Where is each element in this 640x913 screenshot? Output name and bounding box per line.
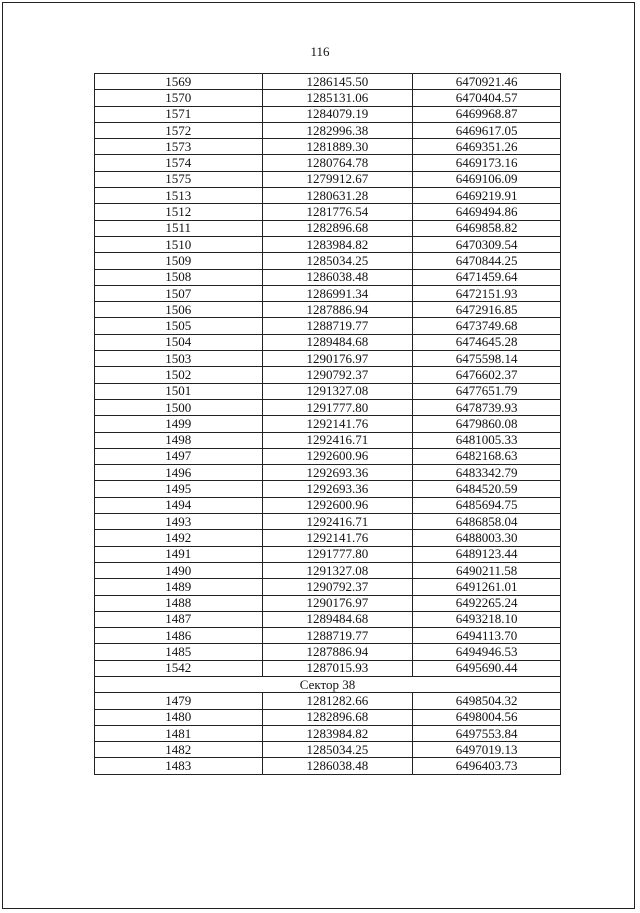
table-row [95,562,561,578]
x-coordinate-cell: 1282896.68 [262,220,413,236]
x-coordinate-cell: 1283984.82 [262,236,413,252]
x-coordinate-cell: 1287886.94 [262,644,413,660]
point-number-cell: 1501 [95,383,263,399]
point-number-cell: 1542 [95,660,263,676]
table-row [95,481,561,497]
x-coordinate-cell: 1292600.96 [262,448,413,464]
x-coordinate-cell: 1292141.76 [262,530,413,546]
y-coordinate-cell: 6472151.93 [413,285,561,301]
point-number-cell: 1485 [95,644,263,660]
table-row [95,399,561,415]
point-number-cell: 1497 [95,448,263,464]
y-coordinate-cell: 6473749.68 [413,318,561,334]
y-coordinate-cell: 6496403.73 [413,758,561,774]
y-coordinate-cell: 6492265.24 [413,595,561,611]
x-coordinate-cell: 1282996.38 [262,122,413,138]
x-coordinate-cell: 1289484.68 [262,611,413,627]
point-number-cell: 1489 [95,579,263,595]
table-row [95,253,561,269]
point-number-cell: 1574 [95,155,263,171]
y-coordinate-cell: 6469173.16 [413,155,561,171]
point-number-cell: 1503 [95,351,263,367]
section-row [95,676,561,692]
x-coordinate-cell: 1291777.80 [262,399,413,415]
x-coordinate-cell: 1279912.67 [262,171,413,187]
point-number-cell: 1510 [95,236,263,252]
y-coordinate-cell: 6469351.26 [413,139,561,155]
point-number-cell: 1495 [95,481,263,497]
point-number-cell: 1575 [95,171,263,187]
x-coordinate-cell: 1292693.36 [262,481,413,497]
y-coordinate-cell: 6476602.37 [413,367,561,383]
y-coordinate-cell: 6484520.59 [413,481,561,497]
point-number-cell: 1505 [95,318,263,334]
x-coordinate-cell: 1286991.34 [262,285,413,301]
point-number-cell: 1504 [95,334,263,350]
x-coordinate-cell: 1291327.08 [262,383,413,399]
table-row [95,74,561,90]
x-coordinate-cell: 1284079.19 [262,106,413,122]
x-coordinate-cell: 1286145.50 [262,74,413,90]
table-row [95,660,561,676]
x-coordinate-cell: 1282896.68 [262,709,413,725]
y-coordinate-cell: 6474645.28 [413,334,561,350]
point-number-cell: 1487 [95,611,263,627]
table-row [95,106,561,122]
y-coordinate-cell: 6477651.79 [413,383,561,399]
point-number-cell: 1494 [95,497,263,513]
y-coordinate-cell: 6472916.85 [413,302,561,318]
x-coordinate-cell: 1280764.78 [262,155,413,171]
x-coordinate-cell: 1288719.77 [262,628,413,644]
table-row [95,530,561,546]
table-row [95,139,561,155]
point-number-cell: 1498 [95,432,263,448]
x-coordinate-cell: 1292141.76 [262,416,413,432]
y-coordinate-cell: 6498504.32 [413,693,561,709]
point-number-cell: 1479 [95,693,263,709]
y-coordinate-cell: 6475598.14 [413,351,561,367]
point-number-cell: 1481 [95,725,263,741]
x-coordinate-cell: 1292416.71 [262,432,413,448]
point-number-cell: 1506 [95,302,263,318]
y-coordinate-cell: 6470404.57 [413,90,561,106]
table-row [95,122,561,138]
point-number-cell: 1480 [95,709,263,725]
x-coordinate-cell: 1292416.71 [262,514,413,530]
y-coordinate-cell: 6488003.30 [413,530,561,546]
x-coordinate-cell: 1290792.37 [262,367,413,383]
y-coordinate-cell: 6479860.08 [413,416,561,432]
x-coordinate-cell: 1290176.97 [262,351,413,367]
y-coordinate-cell: 6469617.05 [413,122,561,138]
table-row [95,318,561,334]
table-row [95,90,561,106]
x-coordinate-cell: 1292693.36 [262,465,413,481]
y-coordinate-cell: 6485694.75 [413,497,561,513]
table-row [95,725,561,741]
point-number-cell: 1573 [95,139,263,155]
section-title: Сектор 38 [95,676,561,692]
table-row [95,579,561,595]
y-coordinate-cell: 6470844.25 [413,253,561,269]
coordinates-table [94,73,561,775]
y-coordinate-cell: 6498004.56 [413,709,561,725]
point-number-cell: 1507 [95,285,263,301]
y-coordinate-cell: 6491261.01 [413,579,561,595]
point-number-cell: 1569 [95,74,263,90]
table-row [95,367,561,383]
y-coordinate-cell: 6470309.54 [413,236,561,252]
x-coordinate-cell: 1290176.97 [262,595,413,611]
table-row [95,302,561,318]
y-coordinate-cell: 6494946.53 [413,644,561,660]
point-number-cell: 1572 [95,122,263,138]
table-row [95,448,561,464]
y-coordinate-cell: 6469968.87 [413,106,561,122]
table-row [95,709,561,725]
point-number-cell: 1512 [95,204,263,220]
point-number-cell: 1499 [95,416,263,432]
y-coordinate-cell: 6495690.44 [413,660,561,676]
point-number-cell: 1488 [95,595,263,611]
table-row [95,595,561,611]
y-coordinate-cell: 6469494.86 [413,204,561,220]
point-number-cell: 1491 [95,546,263,562]
y-coordinate-cell: 6490211.58 [413,562,561,578]
coordinates-table-body [95,74,561,775]
point-number-cell: 1490 [95,562,263,578]
point-number-cell: 1509 [95,253,263,269]
x-coordinate-cell: 1280631.28 [262,188,413,204]
x-coordinate-cell: 1285131.06 [262,90,413,106]
point-number-cell: 1508 [95,269,263,285]
table-row [95,514,561,530]
x-coordinate-cell: 1281776.54 [262,204,413,220]
point-number-cell: 1571 [95,106,263,122]
y-coordinate-cell: 6469219.91 [413,188,561,204]
table-row [95,693,561,709]
table-row [95,758,561,774]
table-row [95,383,561,399]
table-row [95,628,561,644]
y-coordinate-cell: 6493218.10 [413,611,561,627]
table-row [95,416,561,432]
point-number-cell: 1492 [95,530,263,546]
table-row [95,285,561,301]
x-coordinate-cell: 1287015.93 [262,660,413,676]
point-number-cell: 1482 [95,742,263,758]
table-row [95,334,561,350]
x-coordinate-cell: 1287886.94 [262,302,413,318]
y-coordinate-cell: 6469106.09 [413,171,561,187]
x-coordinate-cell: 1292600.96 [262,497,413,513]
x-coordinate-cell: 1289484.68 [262,334,413,350]
y-coordinate-cell: 6486858.04 [413,514,561,530]
point-number-cell: 1502 [95,367,263,383]
table-row [95,546,561,562]
table-row [95,269,561,285]
x-coordinate-cell: 1291777.80 [262,546,413,562]
table-row [95,236,561,252]
y-coordinate-cell: 6471459.64 [413,269,561,285]
y-coordinate-cell: 6483342.79 [413,465,561,481]
x-coordinate-cell: 1285034.25 [262,742,413,758]
x-coordinate-cell: 1281889.30 [262,139,413,155]
y-coordinate-cell: 6482168.63 [413,448,561,464]
table-row [95,497,561,513]
x-coordinate-cell: 1290792.37 [262,579,413,595]
table-row [95,220,561,236]
table-row [95,611,561,627]
table-row [95,171,561,187]
point-number-cell: 1496 [95,465,263,481]
table-row [95,155,561,171]
point-number-cell: 1500 [95,399,263,415]
y-coordinate-cell: 6497019.13 [413,742,561,758]
table-row [95,188,561,204]
x-coordinate-cell: 1288719.77 [262,318,413,334]
point-number-cell: 1511 [95,220,263,236]
table-row [95,742,561,758]
x-coordinate-cell: 1286038.48 [262,758,413,774]
y-coordinate-cell: 6470921.46 [413,74,561,90]
point-number-cell: 1486 [95,628,263,644]
x-coordinate-cell: 1281282.66 [262,693,413,709]
table-row [95,204,561,220]
table-row [95,465,561,481]
page-number: 116 [310,44,330,59]
y-coordinate-cell: 6489123.44 [413,546,561,562]
y-coordinate-cell: 6478739.93 [413,399,561,415]
y-coordinate-cell: 6481005.33 [413,432,561,448]
table-row [95,644,561,660]
table-row [95,351,561,367]
point-number-cell: 1483 [95,758,263,774]
table-row [95,432,561,448]
point-number-cell: 1493 [95,514,263,530]
x-coordinate-cell: 1291327.08 [262,562,413,578]
y-coordinate-cell: 6469858.82 [413,220,561,236]
x-coordinate-cell: 1285034.25 [262,253,413,269]
x-coordinate-cell: 1283984.82 [262,725,413,741]
point-number-cell: 1513 [95,188,263,204]
x-coordinate-cell: 1286038.48 [262,269,413,285]
point-number-cell: 1570 [95,90,263,106]
y-coordinate-cell: 6494113.70 [413,628,561,644]
y-coordinate-cell: 6497553.84 [413,725,561,741]
